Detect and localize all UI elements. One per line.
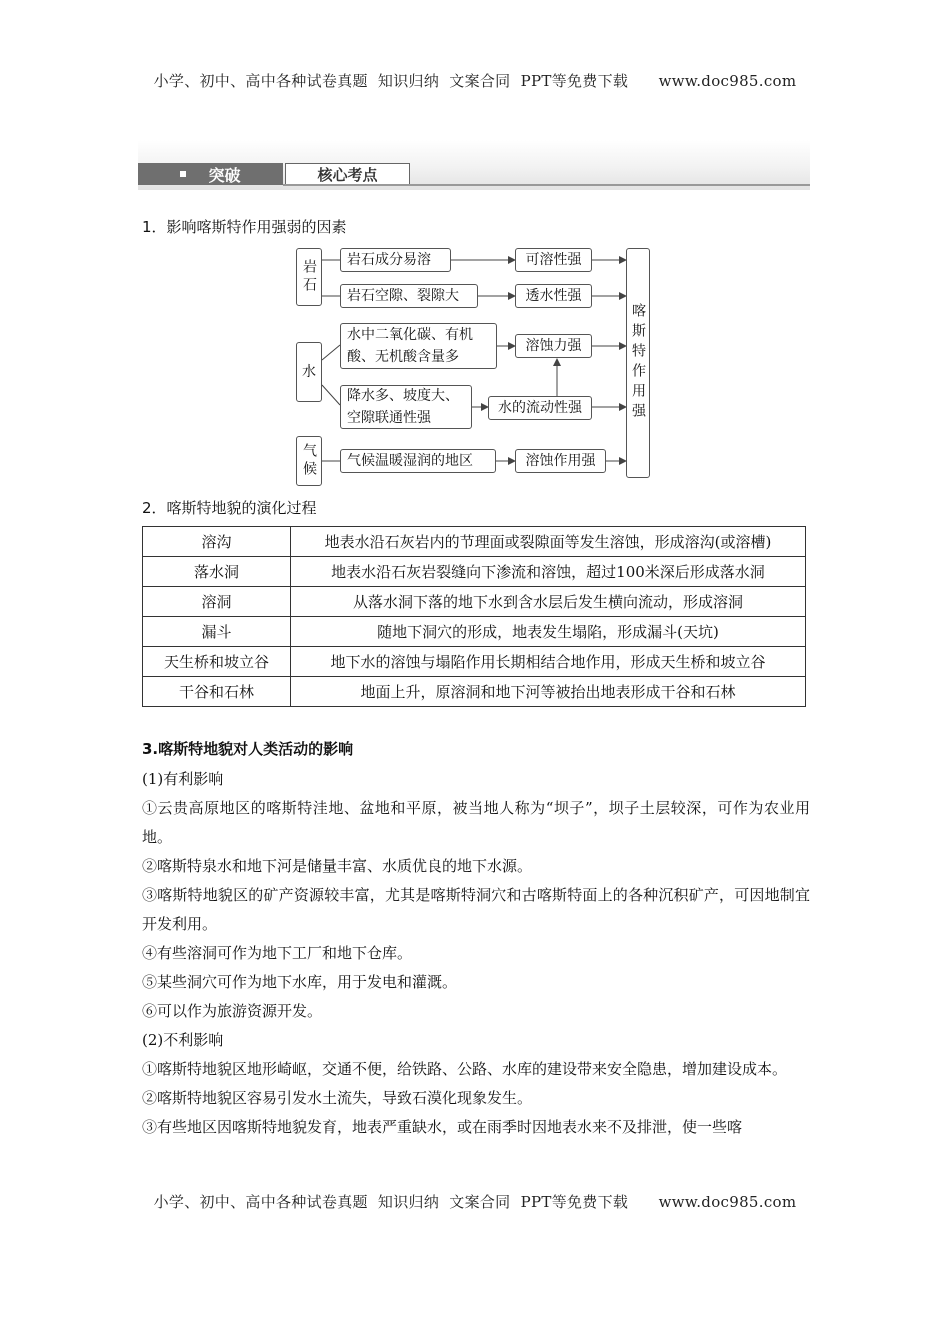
section-banner bbox=[138, 140, 810, 190]
list-item: ④有些溶洞可作为地下工厂和地下仓库。 bbox=[142, 944, 413, 962]
square-bullet-icon bbox=[180, 171, 186, 177]
effect-soluble: 可溶性强 bbox=[515, 248, 592, 272]
list-item: ③有些地区因喀斯特地貌发育，地表严重缺水，或在雨季时因地表水来不及排泄，使一些喀 bbox=[142, 1118, 743, 1136]
effect-water-flow: 水的流动性强 bbox=[488, 396, 592, 420]
table-row bbox=[143, 527, 806, 557]
section3-title: 3.喀斯特地貌对人类活动的影响 bbox=[142, 740, 354, 758]
list-item: ②喀斯特地貌区容易引发水土流失，导致石漠化现象发生。 bbox=[142, 1089, 533, 1107]
table-cell-name: 落水洞 bbox=[143, 557, 291, 587]
cause-line: 酸、无机酸含量多 bbox=[347, 349, 459, 365]
unfavorable-title: (2)不利影响 bbox=[142, 1031, 224, 1049]
table-row bbox=[143, 677, 806, 707]
table-cell-desc: 地下水的溶蚀与塌陷作用长期相结合地作用，形成天生桥和坡立谷 bbox=[291, 647, 806, 677]
cause-line: 空隙联通性强 bbox=[347, 410, 431, 426]
page-header: 小学、初中、高中各种试卷真题 知识归纳 文案合同 PPT等免费下载 www.doc985.com bbox=[153, 72, 797, 90]
table-cell-desc: 地表水沿石灰岩裂缝向下渗流和溶蚀，超过100米深后形成落水洞 bbox=[291, 557, 806, 587]
cause-rock-solubility: 岩石成分易溶 bbox=[340, 248, 451, 272]
table-cell-name: 漏斗 bbox=[143, 617, 291, 647]
cause-rock-pores: 岩石空隙、裂隙大 bbox=[340, 284, 478, 308]
factor-climate: 气候 bbox=[296, 436, 322, 486]
section3-body bbox=[142, 765, 810, 1142]
list-item: ⑤某些洞穴可作为地下水库，用于发电和灌溉。 bbox=[142, 973, 458, 991]
connector-line bbox=[322, 385, 340, 405]
table-cell-name: 天生桥和坡立谷 bbox=[143, 647, 291, 677]
table-row bbox=[143, 617, 806, 647]
cause-climate-region: 气候温暖湿润的地区 bbox=[340, 449, 496, 473]
table-row bbox=[143, 647, 806, 677]
effect-erosion-power: 溶蚀力强 bbox=[515, 334, 592, 358]
table-cell-desc: 地面上升，原溶洞和地下河等被抬出地表形成干谷和石林 bbox=[291, 677, 806, 707]
table-row bbox=[143, 587, 806, 617]
section2-title: 2．喀斯特地貌的演化过程 bbox=[142, 499, 317, 517]
favorable-title: (1)有利影响 bbox=[142, 770, 224, 788]
list-item: ①云贵高原地区的喀斯特洼地、盆地和平原，被当地人称为“坝子”，坝子土层较深，可作为农业用地。 bbox=[142, 799, 810, 846]
result-karst-strong: 喀斯特作用强 bbox=[626, 248, 650, 478]
cause-line: 降水多、坡度大、 bbox=[347, 388, 459, 404]
list-item: ⑥可以作为旅游资源开发。 bbox=[142, 1002, 323, 1020]
factor-rock: 岩石 bbox=[296, 248, 322, 306]
table-cell-name: 溶沟 bbox=[143, 527, 291, 557]
banner-tab-breakthrough bbox=[138, 163, 283, 185]
table-cell-name: 干谷和石林 bbox=[143, 677, 291, 707]
banner-tab-core-points bbox=[285, 163, 410, 185]
factor-water: 水 bbox=[296, 342, 322, 402]
banner-tab-label: 核心考点 bbox=[317, 165, 378, 184]
list-item: ③喀斯特地貌区的矿产资源较丰富，尤其是喀斯特洞穴和古喀斯特面上的各种沉积矿产，可因地制宜开发利用。 bbox=[142, 886, 810, 933]
list-item: ①喀斯特地貌区地形崎岖，交通不便，给铁路、公路、水库的建设带来安全隐患，增加建设成本。 bbox=[142, 1060, 788, 1078]
effect-permeable: 透水性强 bbox=[515, 284, 592, 308]
cause-water-acids bbox=[340, 323, 497, 369]
effect-erosion: 溶蚀作用强 bbox=[515, 449, 606, 473]
table-cell-desc: 从落水洞下落的地下水到含水层后发生横向流动，形成溶洞 bbox=[291, 587, 806, 617]
table-cell-name: 溶洞 bbox=[143, 587, 291, 617]
table-cell-desc: 地表水沿石灰岩内的节理面或裂隙面等发生溶蚀，形成溶沟(或溶槽) bbox=[291, 527, 806, 557]
page-footer: 小学、初中、高中各种试卷真题 知识归纳 文案合同 PPT等免费下载 www.doc985.com bbox=[153, 1193, 797, 1211]
cause-water-flow bbox=[340, 385, 472, 429]
evolution-table bbox=[142, 526, 806, 707]
connector-line bbox=[322, 345, 340, 360]
table-row bbox=[143, 557, 806, 587]
list-item: ②喀斯特泉水和地下河是储量丰富、水质优良的地下水源。 bbox=[142, 857, 533, 875]
section1-title: 1．影响喀斯特作用强弱的因素 bbox=[142, 218, 347, 236]
banner-divider bbox=[283, 184, 810, 186]
table-cell-desc: 随地下洞穴的形成，地表发生塌陷，形成漏斗(天坑) bbox=[291, 617, 806, 647]
cause-line: 水中二氧化碳、有机 bbox=[347, 327, 473, 343]
banner-tab-label: 突破 bbox=[208, 165, 241, 185]
